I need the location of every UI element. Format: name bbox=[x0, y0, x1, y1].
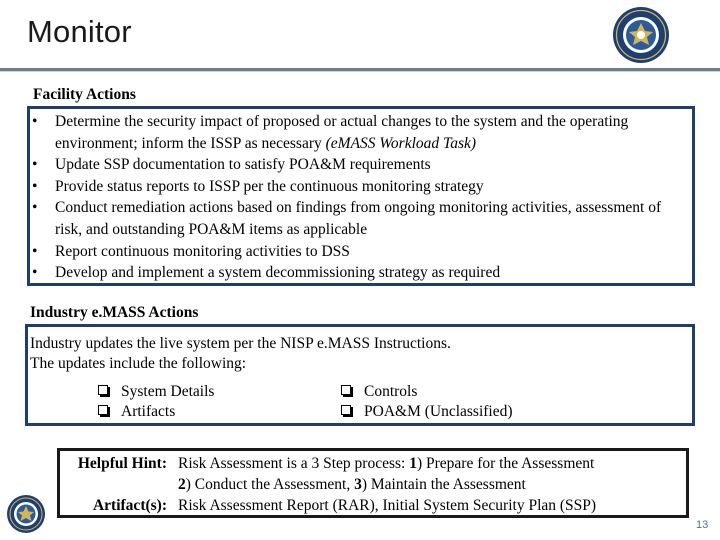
list-item bbox=[32, 241, 687, 263]
list-item bbox=[32, 111, 687, 154]
checkbox-square-icon bbox=[98, 405, 108, 415]
step-text: ) Maintain the Assessment bbox=[361, 476, 526, 493]
artifacts-text: Risk Assessment Report (RAR), Initial System Security Plan (SSP) bbox=[178, 497, 597, 514]
list-item bbox=[32, 176, 687, 198]
helpful-hint-label: Helpful Hint: bbox=[77, 455, 167, 472]
dss-seal-icon bbox=[612, 6, 670, 64]
checklist-label: System Details bbox=[121, 383, 215, 400]
step-number: 1 bbox=[409, 455, 417, 472]
facility-actions-heading: Facility Actions bbox=[33, 86, 136, 103]
checkbox-square-icon bbox=[98, 385, 108, 395]
header-divider-light bbox=[0, 71, 720, 72]
hint-intro: Risk Assessment is a 3 Step process: bbox=[178, 455, 410, 472]
slide-header bbox=[0, 0, 720, 68]
checklist-label: Artifacts bbox=[121, 403, 176, 420]
industry-line-2: The updates include the following: bbox=[30, 355, 247, 372]
bullet-dot: • bbox=[32, 264, 38, 282]
hint-line-1 bbox=[178, 453, 594, 474]
helpful-hint-box bbox=[57, 448, 689, 518]
step-number: 2 bbox=[178, 476, 186, 493]
checklist-label: Controls bbox=[364, 383, 418, 400]
bullet-dot: • bbox=[32, 156, 38, 174]
step-text: ) Conduct the Assessment, bbox=[185, 476, 355, 493]
checklist-item bbox=[98, 382, 214, 402]
list-item bbox=[32, 154, 687, 176]
bullet-dot: • bbox=[32, 242, 38, 260]
bullet-dot: • bbox=[32, 113, 38, 130]
industry-emass-heading: Industry e.MASS Actions bbox=[30, 304, 199, 321]
page-title: Monitor bbox=[27, 14, 132, 49]
bullet-dot: • bbox=[32, 177, 38, 195]
step-number: 3 bbox=[354, 476, 362, 493]
small-seal-icon bbox=[6, 494, 46, 534]
checklist-item bbox=[98, 402, 175, 422]
facility-actions-list bbox=[32, 111, 687, 284]
list-item-text: Provide status reports to ISSP per the continuous monitoring strategy bbox=[55, 177, 484, 195]
list-item-note: (eMASS Workload Task) bbox=[325, 134, 477, 152]
step-text: ) Prepare for the Assessment bbox=[416, 455, 595, 472]
industry-line-1: Industry updates the live system per the NISP e.MASS Instructions. bbox=[30, 335, 451, 352]
list-item-text: Update SSP documentation to satisfy POA&M requirements bbox=[55, 156, 431, 174]
hint-line-2 bbox=[178, 474, 526, 495]
industry-description bbox=[30, 334, 670, 374]
checklist-label: POA&M (Unclassified) bbox=[364, 403, 513, 420]
list-item bbox=[32, 197, 687, 240]
page-number: 13 bbox=[696, 519, 709, 531]
list-item-text: Report continuous monitoring activities to DSS bbox=[55, 242, 350, 260]
checklist-item bbox=[341, 382, 417, 402]
checkbox-square-icon bbox=[341, 405, 351, 415]
list-item bbox=[32, 262, 687, 284]
list-item-text: Develop and implement a system decommissioning strategy as required bbox=[55, 264, 501, 282]
list-item-text: Determine the security impact of proposed or actual changes to the system and the operating environment; inform the ISSP as necessary bbox=[55, 113, 629, 152]
artifacts-label: Artifact(s): bbox=[92, 497, 167, 514]
list-item-text: Conduct remediation actions based on findings from ongoing monitoring activities, assessment of risk, and outstanding POA&M items as applicable bbox=[55, 199, 662, 238]
checklist-item bbox=[341, 402, 513, 422]
checkbox-square-icon bbox=[341, 385, 351, 395]
bullet-dot: • bbox=[32, 199, 38, 217]
